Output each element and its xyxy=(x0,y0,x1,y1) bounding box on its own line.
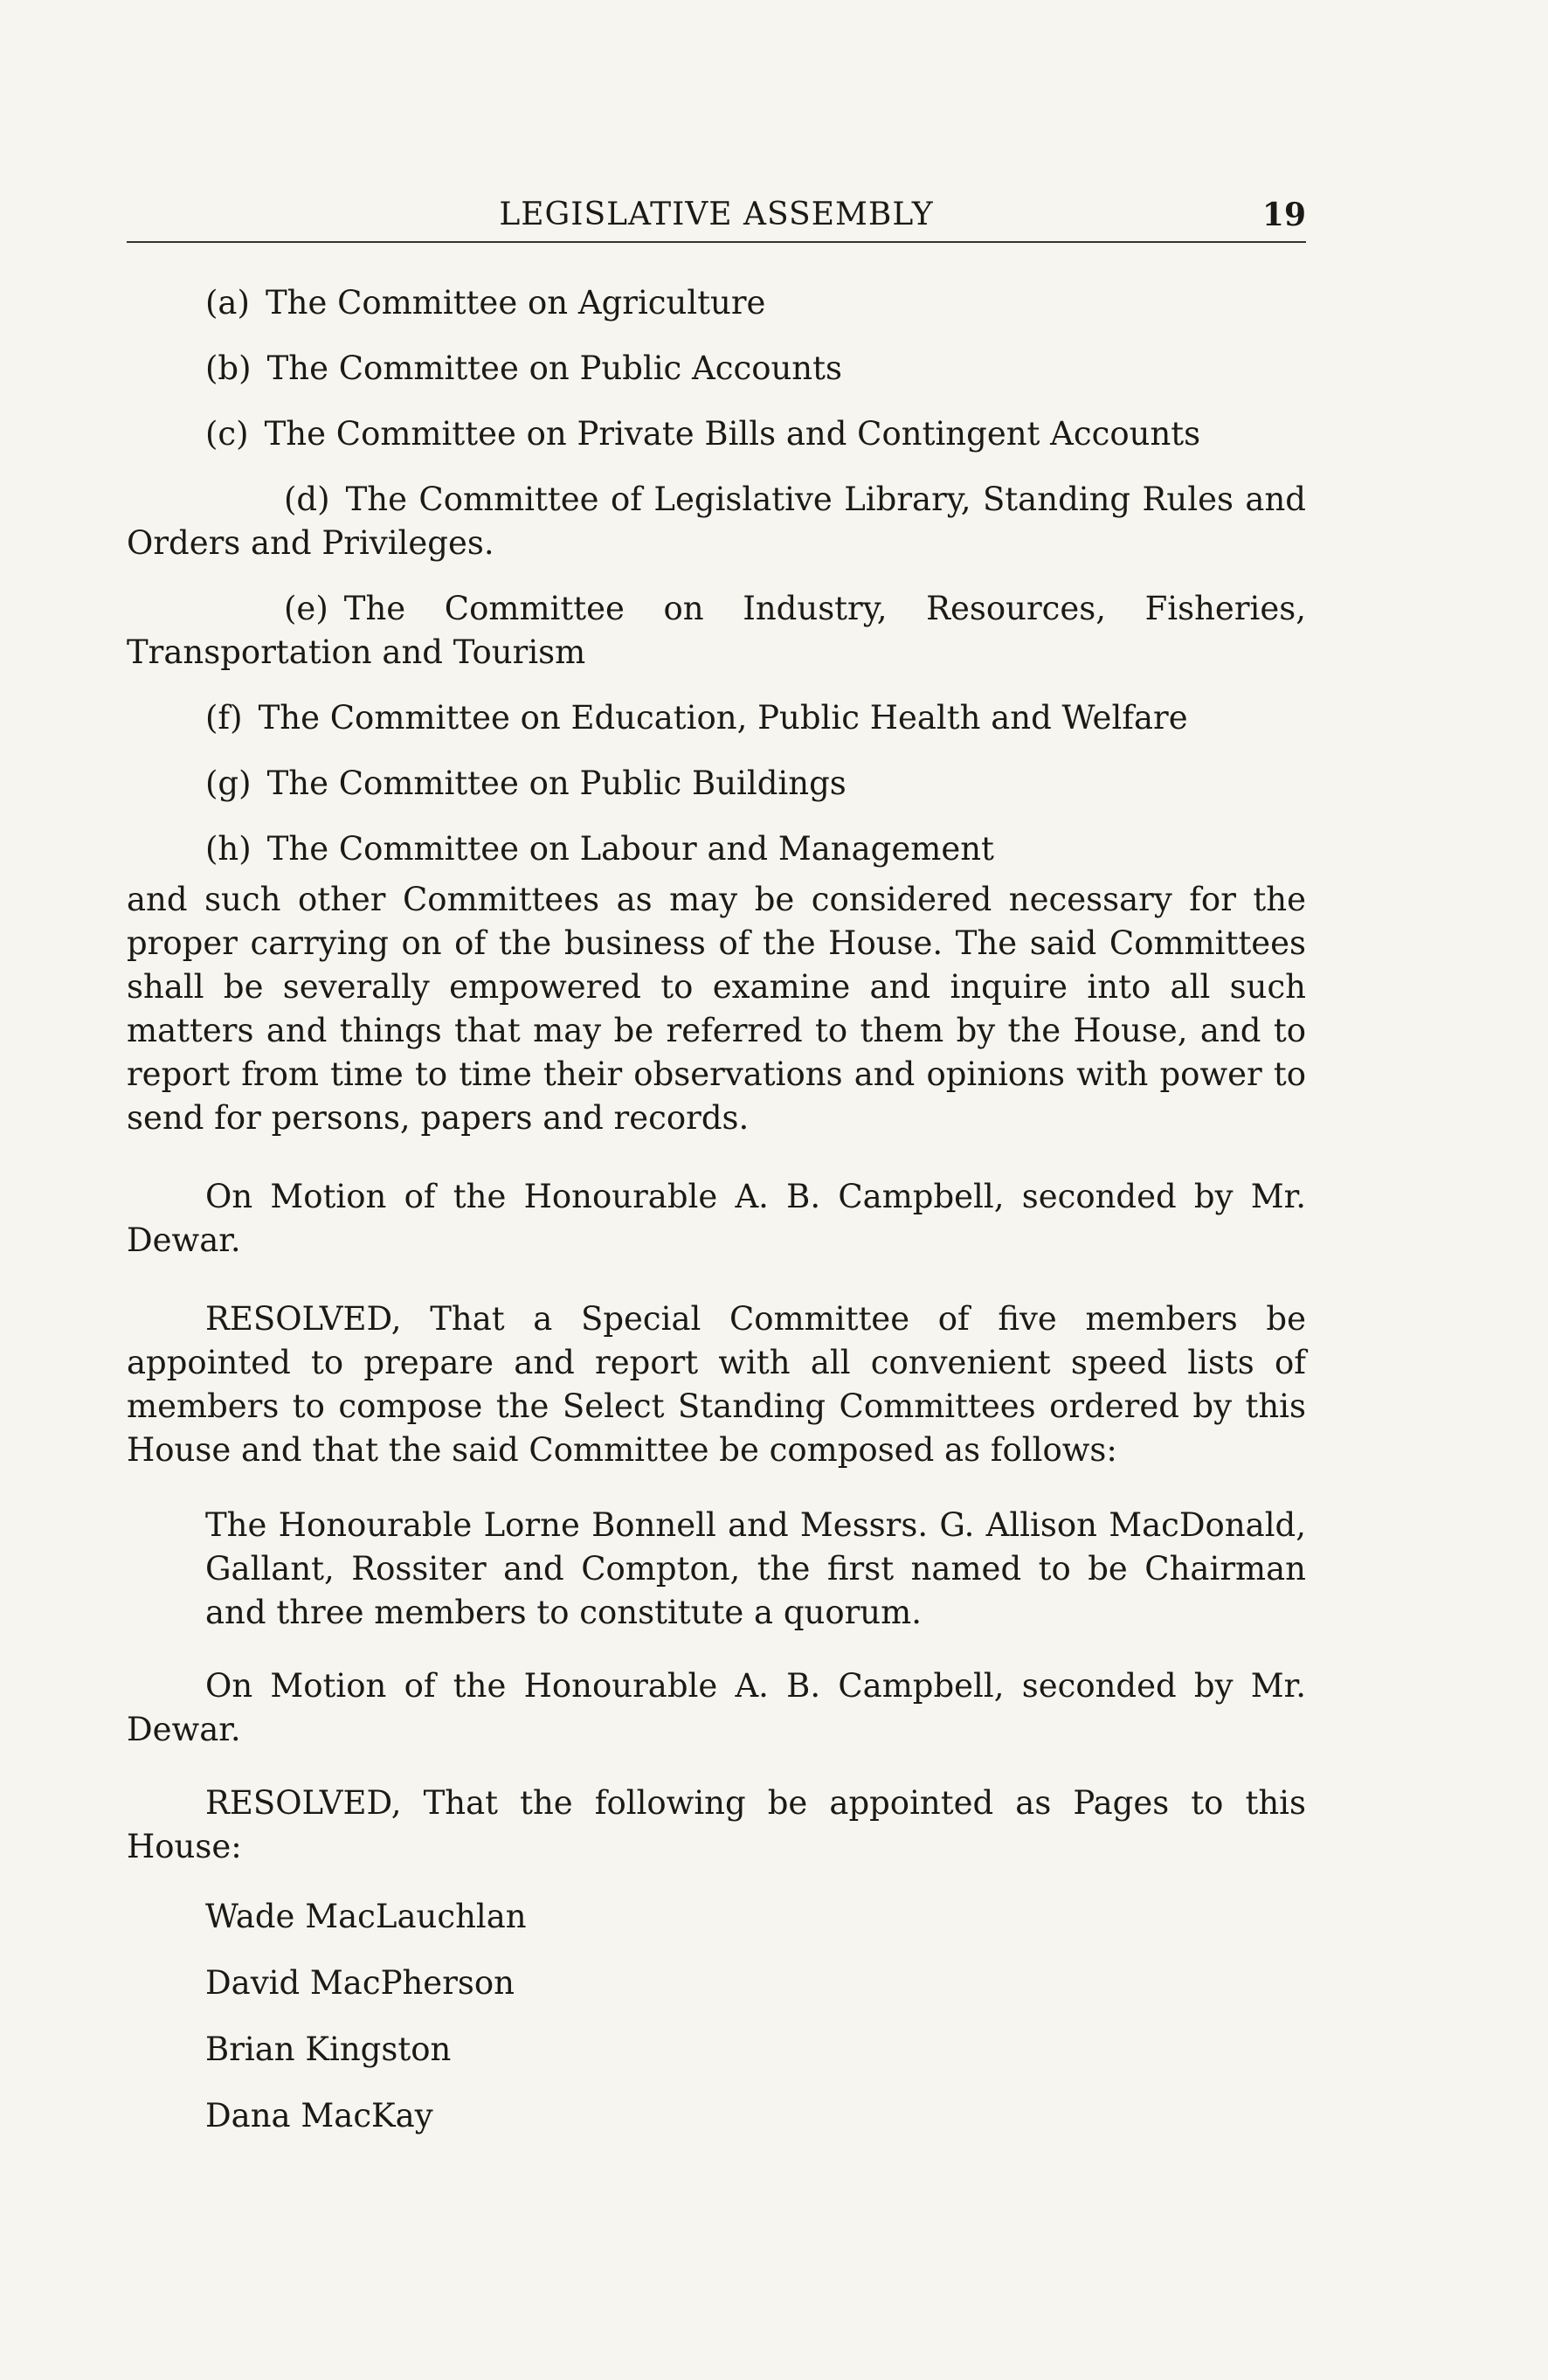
list-text: The Committee on Agriculture xyxy=(265,284,766,322)
list-marker: (f) xyxy=(205,699,243,737)
list-marker: (c) xyxy=(205,415,249,453)
list-marker: (g) xyxy=(205,765,252,802)
pages-list xyxy=(127,1895,1306,2138)
list-item xyxy=(127,696,1306,740)
list-text: The Committee on Industry, Resources, Fisheries, Transportation and Tourism xyxy=(127,590,1306,671)
list-marker: (d) xyxy=(284,481,330,518)
list-marker: (h) xyxy=(205,830,252,868)
motion-paragraph: On Motion of the Honourable A. B. Campbell, seconded by Mr. Dewar. xyxy=(127,1178,1306,1259)
list-text: The Committee on Private Bills and Contingent Accounts xyxy=(264,415,1201,453)
list-item xyxy=(127,478,1306,565)
resolved-paragraph: RESOLVED, That a Special Committee of five members be appointed to prepare and report with all convenient speed lists of members to compose the Select Standing Committees ordered by this House and that the said Committee be composed as follows: xyxy=(127,1300,1306,1469)
list-marker: (a) xyxy=(205,284,250,322)
list-item xyxy=(127,281,1306,325)
content xyxy=(127,281,1306,2161)
list-item xyxy=(127,347,1306,391)
page-name: Wade MacLauchlan xyxy=(205,1898,527,1935)
committee-members-paragraph: The Honourable Lorne Bonnell and Messrs. G. Allison MacDonald, Gallant, Rossiter and Compton, the first named to be Chairman and three members to constitute a quorum. xyxy=(205,1506,1306,1631)
page-header xyxy=(127,194,1306,246)
list-marker: (e) xyxy=(284,590,328,627)
page-name: David MacPherson xyxy=(205,1964,515,2002)
list-text: The Committee on Public Buildings xyxy=(266,765,847,802)
running-head: LEGISLATIVE ASSEMBLY xyxy=(499,197,934,232)
list-item xyxy=(127,827,1306,871)
motion-paragraph: On Motion of the Honourable A. B. Campbell, seconded by Mr. Dewar. xyxy=(127,1667,1306,1748)
list-item xyxy=(127,762,1306,806)
list-marker: (b) xyxy=(205,349,252,387)
list-text: The Committee of Legislative Library, Standing Rules and Orders and Privileges. xyxy=(127,481,1306,562)
page-name: Brian Kingston xyxy=(205,2031,452,2068)
list-item xyxy=(127,587,1306,675)
list-text: The Committee on Public Accounts xyxy=(266,349,842,387)
list-item xyxy=(127,412,1306,456)
page-name: Dana MacKay xyxy=(205,2097,433,2134)
list-text: The Committee on Education, Public Health and Welfare xyxy=(258,699,1188,737)
document-page xyxy=(127,0,1306,2380)
committees-powers-paragraph: and such other Committees as may be considered necessary for the proper carrying on of the business of the House. The said Committees shall be severally empowered to examine and inquire into all such matters and things that may be referred to them by the House, and to report from time to time their observations and opinions with power to send for persons, papers and records. xyxy=(127,881,1306,1137)
header-rule xyxy=(127,241,1306,243)
list-text: The Committee on Labour and Management xyxy=(266,830,994,868)
resolved-paragraph: RESOLVED, That the following be appointed as Pages to this House: xyxy=(127,1784,1306,1865)
page-number: 19 xyxy=(1261,197,1306,233)
